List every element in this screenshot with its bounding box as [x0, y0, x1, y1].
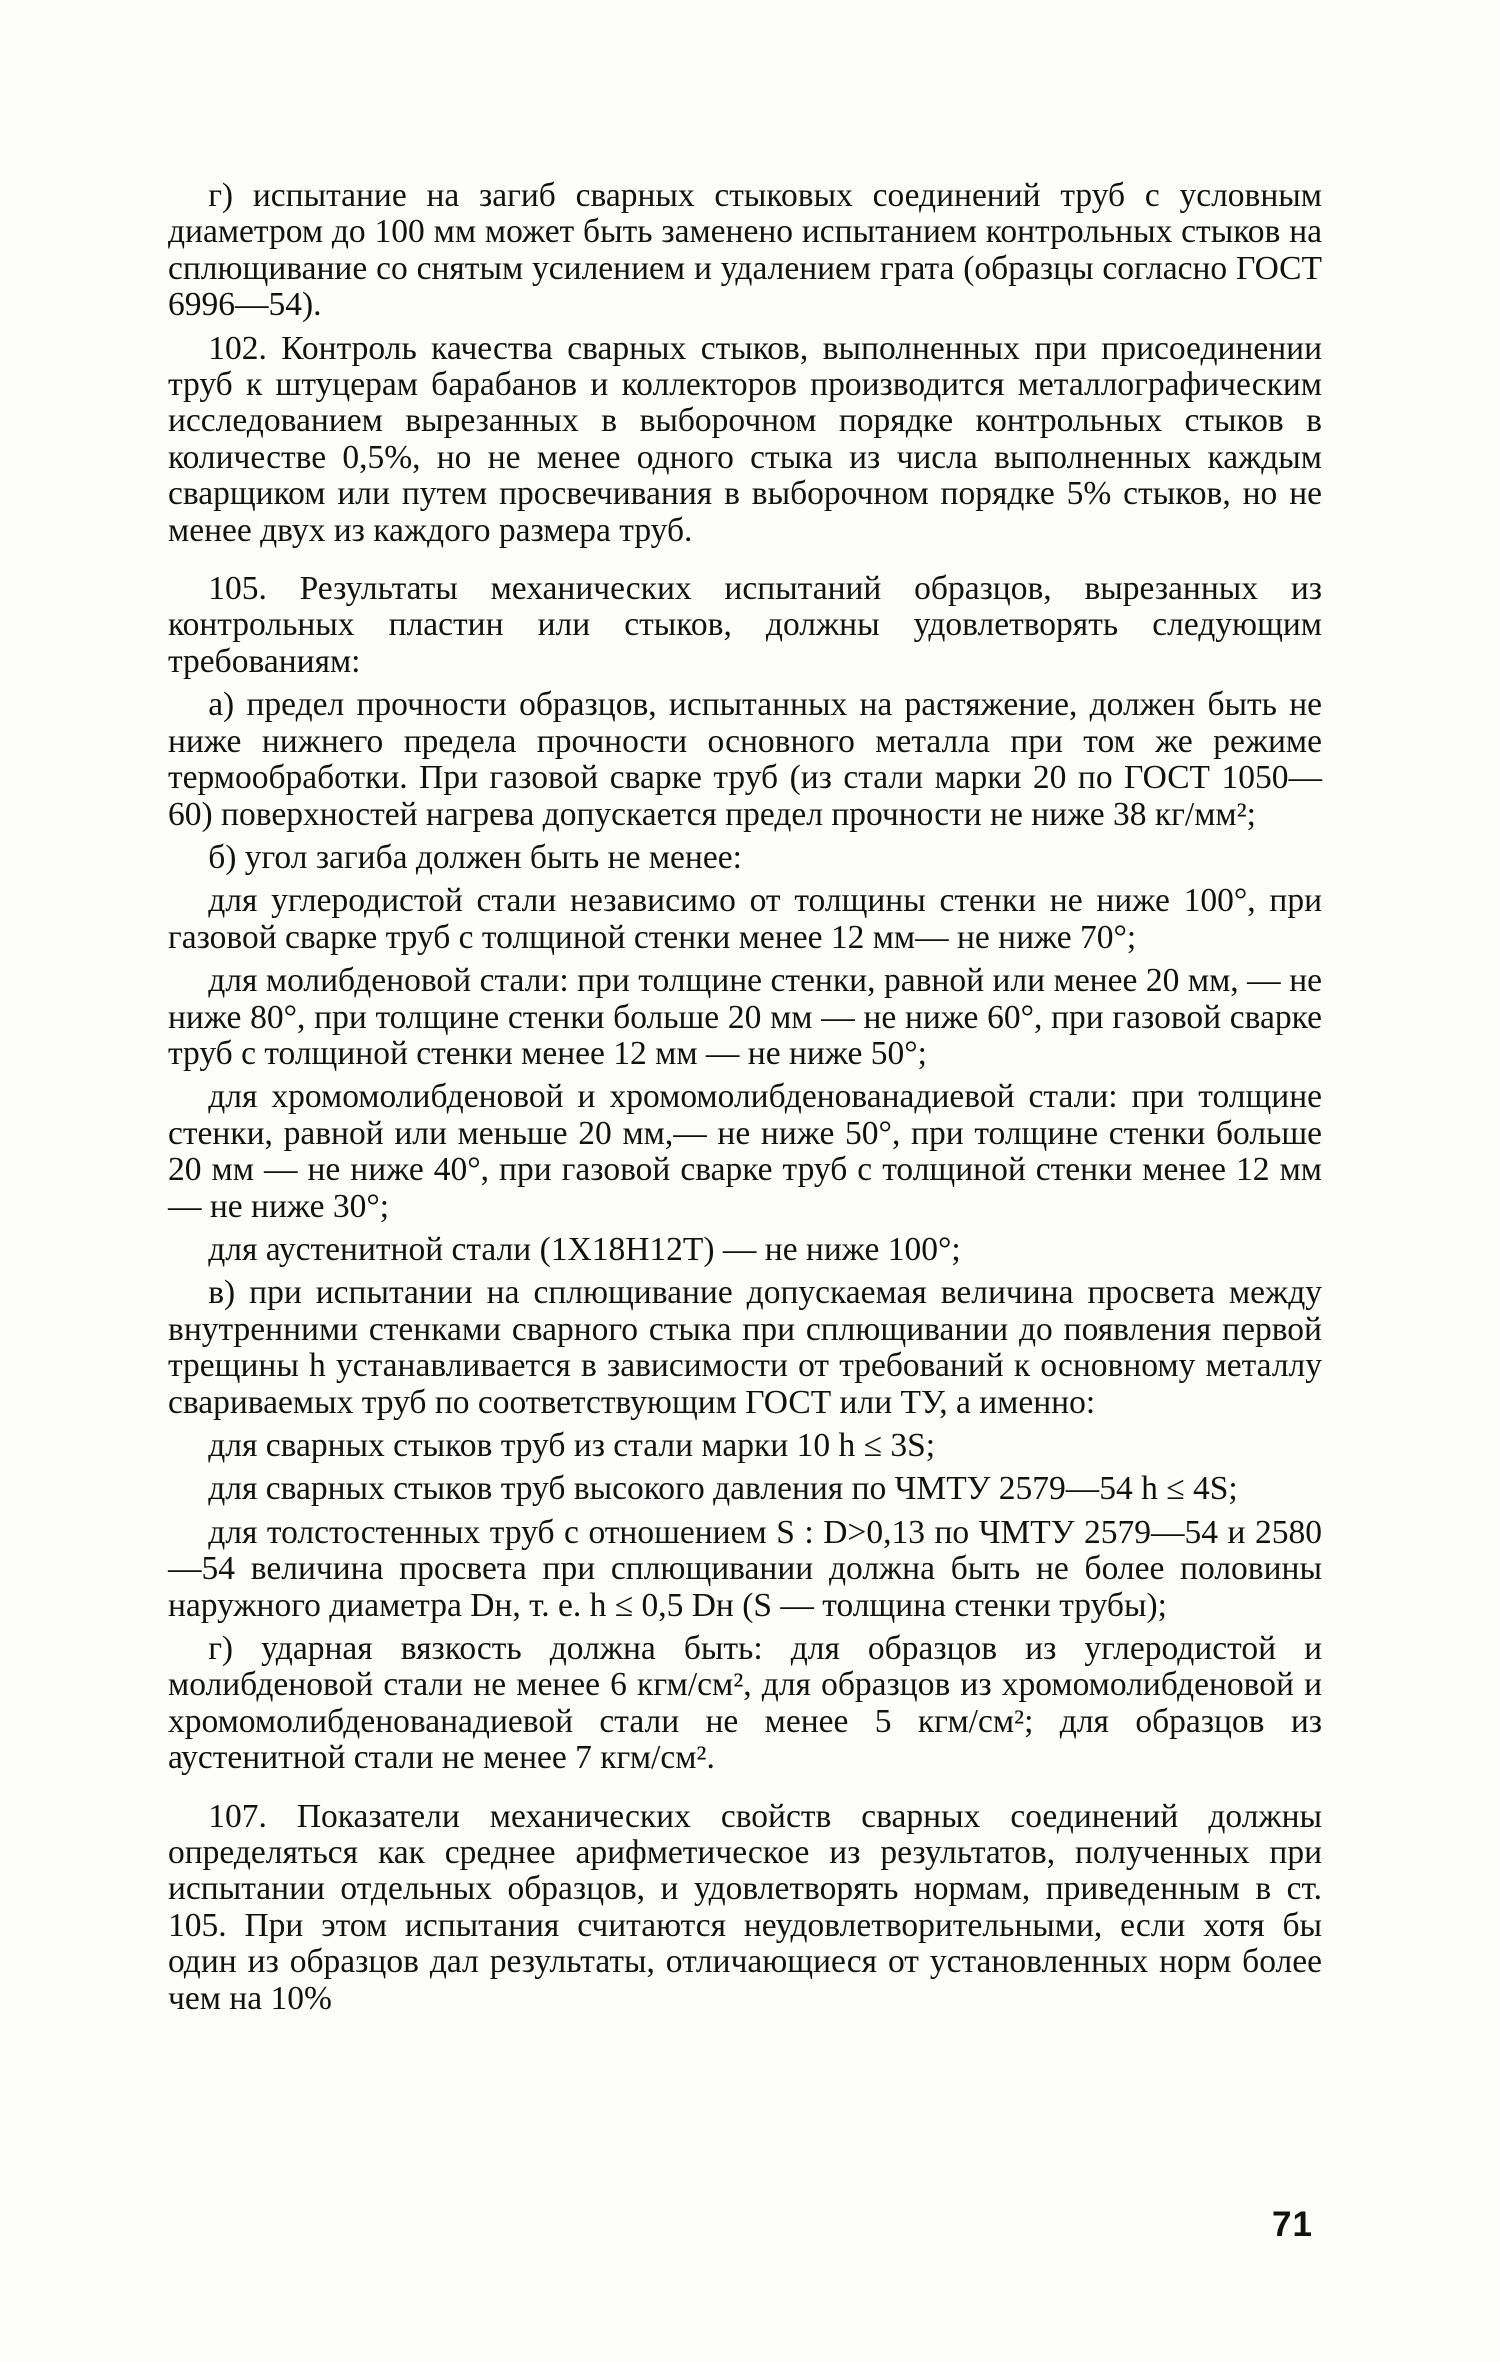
paragraph-austenitic-steel: для аустенитной стали (1Х18Н12Т) — не ниже 100°; — [208, 1230, 961, 1268]
paragraph-105-v: в) при испытании на сплющивание допускаемая величина просвета между внутренними стенками сварного стыка при сплющивании до появления первой трещины h устанавливается в зависимости от требований к основному металлу свариваемых труб по соответствующим ГОСТ или ТУ, а именно: — [168, 1274, 1322, 1421]
paragraph-molybdenum-steel: для молибденовой стали: при толщине стенки, равной или менее 20 мм, — не ниже 80°, при толщине стенки больше 20 мм — не ниже 60°, при газовой сварке труб с толщиной стенки менее 12 мм — не ниже 50°; — [168, 962, 1322, 1072]
paragraph-102: 102. Контроль качества сварных стыков, выполненных при присоединении труб к штуцерам барабанов и коллекторов производится металлографическим исследованием вырезанных в выборочном порядке контрольных стыков в количестве 0,5%, но не менее одного стыка из числа выполненных каждым сварщиком или путем просвечивания в выборочном порядке 5% стыков, но не менее двух из каждого размера труб. — [168, 329, 1322, 549]
paragraph-bend-test-note: г) испытание на загиб сварных стыковых соединений труб с условным диаметром до 100 мм может быть заменено испытанием контрольных стыков на сплющивание со снятым усилением и удалением грата (образцы согласно ГОСТ 6996—54). — [168, 177, 1322, 324]
paragraph-chrome-molybdenum-steel: для хромомолибденовой и хромомолибденованадиевой стали: при толщине стенки, равной или меньше 20 мм,— не ниже 50°, при толщине стенки больше 20 мм — не ниже 40°, при газовой сварке труб с толщиной стенки менее 12 мм — не ниже 30°; — [168, 1078, 1322, 1225]
paragraph-105: 105. Результаты механических испытаний образцов, вырезанных из контрольных пластин или стыков, должны удовлетворять следующим требованиям: — [168, 570, 1322, 680]
body-text — [168, 178, 1322, 2017]
paragraph-thick-walled: для толстостенных труб с отношением S : D>0,13 по ЧМТУ 2579—54 и 2580—54 величина просвета при сплющивании должна быть не более половины наружного диаметра Dн, т. е. h ≤ 0,5 Dн (S — толщина стенки трубы); — [168, 1513, 1322, 1624]
page-number: 71 — [1272, 2205, 1313, 2244]
paragraph-steel-10: для сварных стыков труб из стали марки 10 h ≤ 3S; — [208, 1427, 936, 1464]
paragraph-107: 107. Показатели механических свойств сварных соединений должны определяться как среднее арифметическое из результатов, полученных при испытании отдельных образцов, и удовлетворять нормам, приведенным в ст. 105. При этом испытания считаются неудовлетворительными, если хотя бы один из образцов дал результаты, отличающиеся от установленных норм более чем на 10% — [168, 1797, 1322, 2017]
paragraph-105-g: г) ударная вязкость должна быть: для образцов из углеродистой и молибденовой стали не менее 6 кгм/см², для образцов из хромомолибденовой и хромомолибденованадиевой стали не менее 5 кгм/см²; для образцов из аустенитной стали не менее 7 кгм/см². — [168, 1630, 1322, 1777]
paragraph-105-b: б) угол загиба должен быть не менее: — [208, 838, 742, 876]
paragraph-high-pressure: для сварных стыков труб высокого давления по ЧМТУ 2579—54 h ≤ 4S; — [208, 1470, 1238, 1508]
paragraph-105-a: а) предел прочности образцов, испытанных на растяжение, должен быть не ниже нижнего предела прочности основного металла при том же режиме термообработки. При газовой сварке труб (из стали марки 20 по ГОСТ 1050—60) поверхностей нагрева допускается предел прочности не ниже 38 кг/мм²; — [168, 686, 1322, 833]
paragraph-carbon-steel: для углеродистой стали независимо от толщины стенки не ниже 100°, при газовой сварке труб с толщиной стенки менее 12 мм— не ниже 70°; — [168, 882, 1322, 956]
